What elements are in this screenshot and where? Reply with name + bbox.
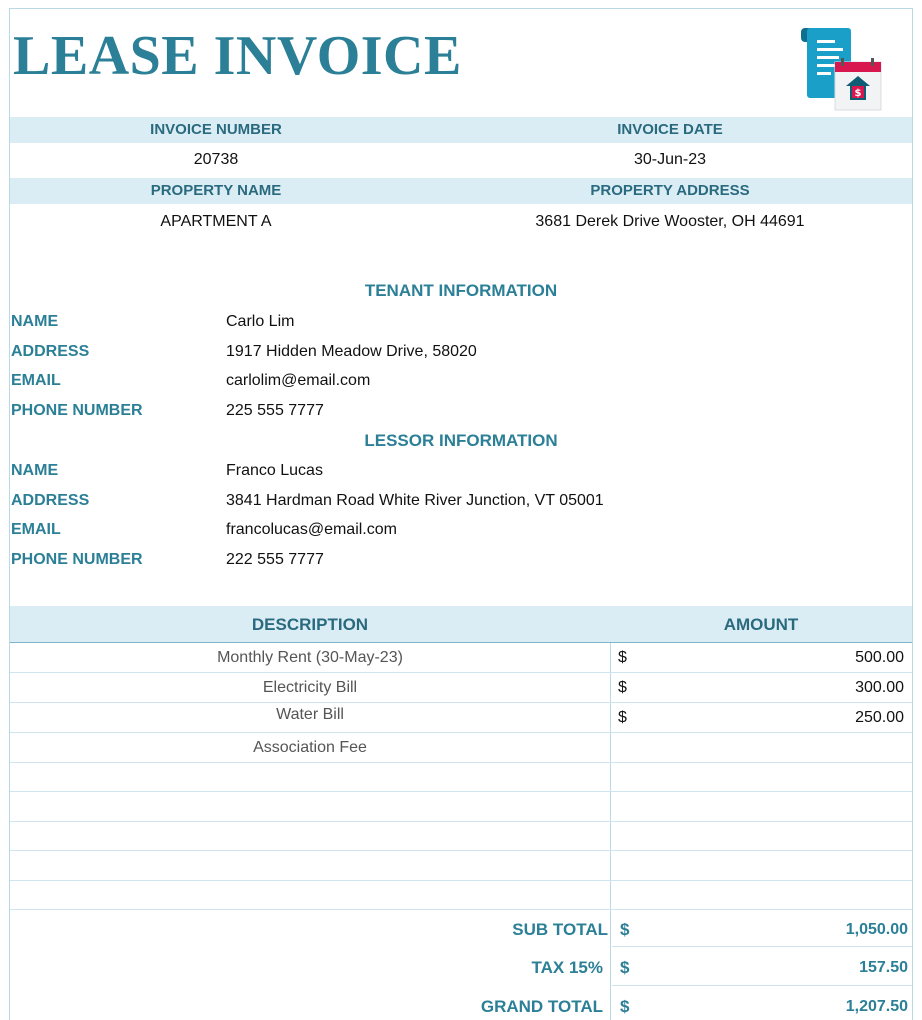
subtotal-value: 1,050.00 [845,921,908,938]
lessor-address: 3841 Hardman Road White River Junction, VT 05001 [226,492,604,509]
lessor-phone: 222 555 7777 [226,551,324,568]
lessor-email-label: EMAIL [11,521,61,538]
invoice-title: LEASE INVOICE [13,25,462,87]
row-description: Electricity Bill [262,679,358,696]
svg-text:$: $ [854,88,862,99]
property-name: APARTMENT A [160,213,272,230]
invoice-house-dollar-icon [797,26,883,112]
tax-value: 157.50 [859,959,908,976]
lessor-phone-label: PHONE NUMBER [11,551,143,568]
lessor-email: francolucas@email.com [226,521,397,538]
subtotal-currency: $ [620,920,630,939]
table-row [10,821,912,851]
description-header: DESCRIPTION [251,615,369,634]
invoice-date-label: INVOICE DATE [617,121,723,138]
lessor-address-label: ADDRESS [11,492,90,509]
table-row [10,880,912,910]
row-amount: 250.00 [855,709,904,726]
tenant-email: carlolim@email.com [226,372,371,389]
invoice-number: 20738 [193,151,239,168]
totals-divider [612,946,912,947]
row-description: Water Bill [276,706,344,723]
table-row [10,673,912,703]
invoice-date: 30-Jun-23 [633,151,707,168]
row-amount: 300.00 [855,679,904,696]
row-amount: 500.00 [855,649,904,666]
property-address-label: PROPERTY ADDRESS [590,182,750,199]
tenant-heading: TENANT INFORMATION [364,281,558,300]
table-row [10,792,912,822]
row-description: Association Fee [253,739,367,756]
tax-currency: $ [620,958,630,977]
row-currency: $ [618,649,627,666]
tenant-phone: 225 555 7777 [226,402,324,419]
row-currency: $ [618,709,627,726]
tenant-name: Carlo Lim [226,313,295,330]
totals-divider [612,985,912,986]
property-address: 3681 Derek Drive Wooster, OH 44691 [535,213,805,230]
invoice-number-label: INVOICE NUMBER [150,121,282,138]
subtotal-label: SUB TOTAL [512,920,608,939]
table-row [10,762,912,792]
table-row [10,733,912,763]
tenant-name-label: NAME [11,313,59,330]
lessor-heading: LESSOR INFORMATION [364,431,558,450]
row-description: Monthly Rent (30-May-23) [217,649,403,666]
grand-total-label: GRAND TOTAL [480,997,603,1016]
tenant-address-label: ADDRESS [11,343,90,360]
amount-header: AMOUNT [723,615,799,634]
items-table-header [10,606,912,643]
tenant-address: 1917 Hidden Meadow Drive, 58020 [226,343,477,360]
table-row [10,703,912,733]
grand-total-value: 1,207.50 [845,998,908,1015]
tenant-email-label: EMAIL [11,372,61,389]
lessor-name-label: NAME [11,462,59,479]
tax-label: TAX 15% [531,958,603,977]
property-name-label: PROPERTY NAME [150,182,282,199]
row-currency: $ [618,679,627,696]
table-row [10,643,912,673]
grand-total-currency: $ [620,997,630,1016]
lessor-name: Franco Lucas [226,462,323,479]
table-row [10,851,912,881]
tenant-phone-label: PHONE NUMBER [11,402,143,419]
